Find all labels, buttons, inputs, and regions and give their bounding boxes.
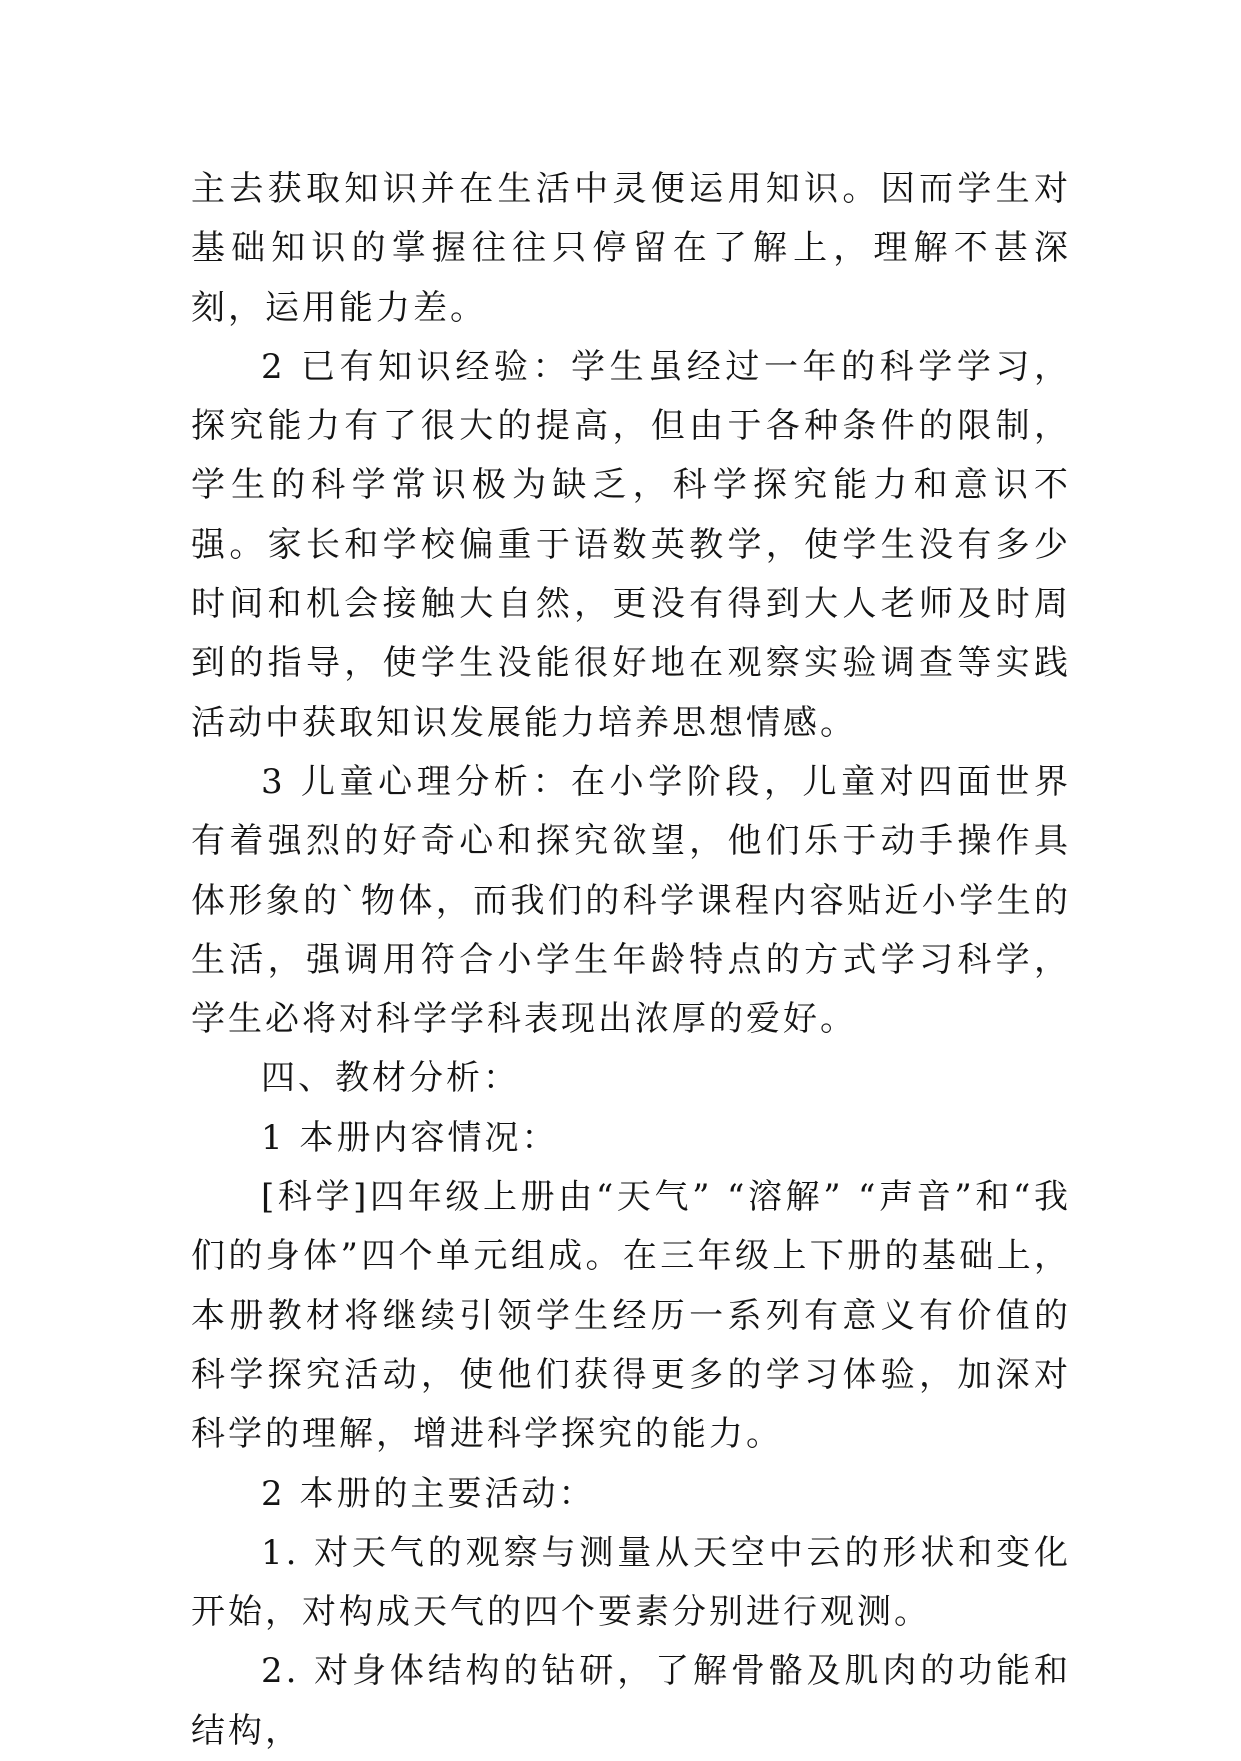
paragraph-child-psychology: 3 儿童心理分析：在小学阶段，儿童对四面世界有着强烈的好奇心和探究欲望，他们乐于动手操作具体形象的`物体，而我们的科学课程内容贴近小学生的生活，强调用符合小学生年龄特点的方式学习科学，学生必将对科学学科表现出浓厚的爱好。 xyxy=(191,761,1071,1040)
paragraph-intro-continuation: 主去获取知识并在生活中灵便运用知识。因而学生对基础知识的掌握往往只停留在了解上，理解不甚深刻，运用能力差。 xyxy=(191,169,1071,328)
document-body xyxy=(191,160,1071,1761)
paragraph-volume-description: [科学]四年级上册由“天气” “溶解” “声音”和“我们的身体”四个单元组成。在三年级上下册的基础上，本册教材将继续引领学生经历一系列有意义有价值的科学探究活动，使他们获得更多的学习体验，加深对科学的理解，增进科学探究的能力。 xyxy=(191,1177,1071,1455)
list-item-weather-observation: 1. 对天气的观察与测量从天空中云的形状和变化开始，对构成天气的四个要素分别进行观测。 xyxy=(191,1532,1071,1633)
section-heading-textbook-analysis: 四、教材分析： xyxy=(261,1058,520,1099)
subheading-volume-content: 1 本册内容情况： xyxy=(261,1117,559,1158)
subheading-main-activities: 2 本册的主要活动： xyxy=(261,1473,596,1514)
paragraph-prior-knowledge: 2 已有知识经验：学生虽经过一年的科学学习，探究能力有了很大的提高，但由于各种条件的限制，学生的科学常识极为缺乏，科学探究能力和意识不强。家长和学校偏重于语数英教学，使学生没有多少时间和机会接触大自然，更没有得到大人老师及时周到的指导，使学生没能很好地在观察实验调查等实践活动中获取知识发展能力培养思想情感。 xyxy=(191,346,1071,743)
list-item-body-structure: 2. 对身体结构的钻研，了解骨骼及肌肉的功能和结构， xyxy=(191,1651,1071,1751)
